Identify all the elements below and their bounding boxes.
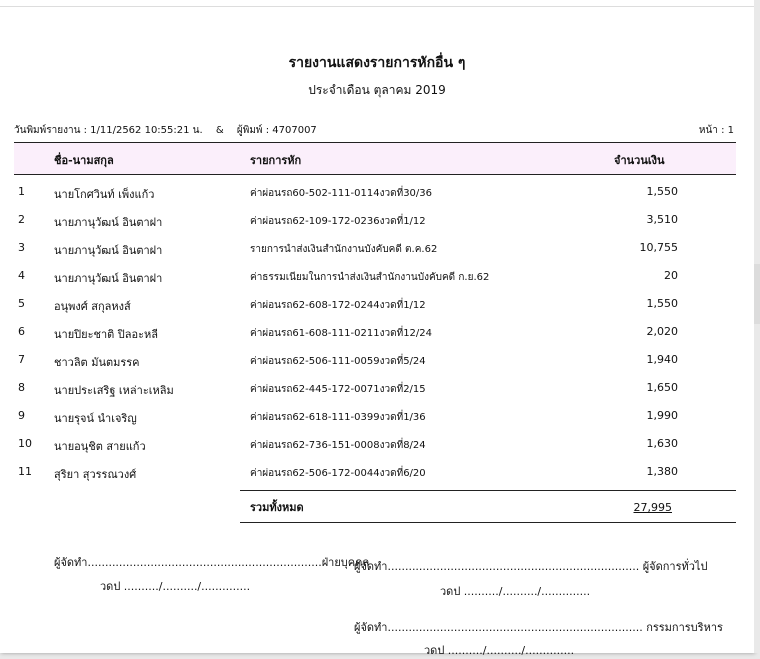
row-no: 2	[18, 213, 25, 226]
row-amount: 2,020	[646, 325, 678, 338]
signature-exec-date: วดป ........../........../..............	[424, 644, 575, 657]
row-no: 6	[18, 325, 25, 338]
row-item: ค่าผ่อนรถ62-109-172-0236งวดที่1/12	[250, 216, 426, 227]
row-name: อนุพงศ์ สกุลหงส์	[54, 300, 131, 313]
row-name: นายประเสริฐ เหล่าะเหลิม	[54, 384, 174, 397]
signature-hr-date: วดป ........../........../..............	[100, 580, 251, 593]
printer-id: ผู้พิมพ์ : 4707007	[236, 125, 317, 136]
table-row	[14, 234, 736, 262]
page-number: หน้า : 1	[698, 125, 734, 136]
signature-gm-date: วดป ........../........../..............	[440, 585, 591, 598]
total-bottom-rule	[240, 522, 736, 523]
row-name: นายภานุวัฒน์ อินตาฝา	[54, 244, 163, 257]
row-no: 3	[18, 241, 25, 254]
table-row	[14, 178, 736, 206]
row-name: สุริยา สุวรรณวงศ์	[54, 468, 137, 481]
row-amount: 1,380	[646, 465, 678, 478]
table-row	[14, 346, 736, 374]
signature-hr: ผู้จัดทำ...................................................................ฝ่ายบุคคล	[54, 556, 370, 569]
row-item: ค่าผ่อนรถ62-618-111-0399งวดที่1/36	[250, 412, 426, 423]
row-amount: 1,630	[646, 437, 678, 450]
row-item: ค่าธรรมเนียมในการนำส่งเงินสำนักงานบังคับคดี ก.ย.62	[250, 272, 490, 283]
row-name: นายรุจน์ นำเจริญ	[54, 412, 137, 425]
signature-gm: ผู้จัดทำ........................................................................ ผู้จัดการทั่วไป	[354, 560, 708, 573]
signature-exec: ผู้จัดทำ......................................................................... กรรมการบริหาร	[354, 621, 723, 634]
ampersand: &	[215, 125, 224, 136]
row-amount: 20	[664, 269, 678, 282]
row-item: ค่าผ่อนรถ62-445-172-0071งวดที่2/15	[250, 384, 426, 395]
row-no: 5	[18, 297, 25, 310]
table-row	[14, 318, 736, 346]
row-item: ค่าผ่อนรถ62-506-172-0044งวดที่6/20	[250, 468, 426, 479]
row-amount: 1,990	[646, 409, 678, 422]
row-amount: 1,550	[646, 185, 678, 198]
row-no: 9	[18, 409, 25, 422]
row-name: นายภานุวัฒน์ อินตาฝา	[54, 216, 163, 229]
row-name: ชาวลิต มันตมรรค	[54, 356, 140, 369]
report-subtitle: ประจำเดือน ตุลาคม 2019	[308, 83, 446, 97]
row-name: นายภานุวัฒน์ อินตาฝา	[54, 272, 163, 285]
row-amount: 3,510	[646, 213, 678, 226]
total-top-rule	[240, 490, 736, 491]
table-row	[14, 262, 736, 290]
viewer-background	[754, 0, 760, 653]
row-amount: 1,650	[646, 381, 678, 394]
row-name: นายโกศวินท์ เพ็งแก้ว	[54, 188, 155, 201]
row-no: 10	[18, 437, 32, 450]
total-label: รวมทั้งหมด	[250, 501, 304, 514]
row-item: ค่าผ่อนรถ62-736-151-0008งวดที่8/24	[250, 440, 426, 451]
table-row	[14, 206, 736, 234]
page-top-border	[0, 0, 754, 7]
table-row	[14, 402, 736, 430]
report-title: รายงานแสดงรายการหักอื่น ๆ	[288, 55, 466, 71]
total-value: 27,995	[633, 501, 672, 514]
row-no: 1	[18, 185, 25, 198]
header-name: ชื่อ-นามสกุล	[54, 154, 114, 167]
table-row	[14, 458, 736, 486]
table-header	[14, 142, 736, 175]
row-amount: 1,550	[646, 297, 678, 310]
row-item: ค่าผ่อนรถ62-506-111-0059งวดที่5/24	[250, 356, 426, 367]
row-name: นายอนุชิต สายแก้ว	[54, 440, 146, 453]
table-row	[14, 290, 736, 318]
row-no: 8	[18, 381, 25, 394]
row-item: ค่าผ่อนรถ61-608-111-0211งวดที่12/24	[250, 328, 433, 339]
header-amount: จำนวนเงิน	[614, 154, 665, 167]
row-no: 11	[18, 465, 32, 478]
row-amount: 1,940	[646, 353, 678, 366]
row-name: นายปิยะชาติ ปิลอะหลี	[54, 328, 158, 341]
row-item: ค่าผ่อนรถ62-608-172-0244งวดที่1/12	[250, 300, 426, 311]
table-row	[14, 374, 736, 402]
table-body	[14, 178, 736, 486]
print-info	[14, 123, 317, 138]
row-no: 4	[18, 269, 25, 282]
row-item: ค่าผ่อนรถ60-502-111-0114งวดที่30/36	[250, 188, 433, 199]
table-row	[14, 430, 736, 458]
row-item: รายการนำส่งเงินสำนักงานบังคับคดี ต.ค.62	[250, 244, 438, 255]
printed-date: วันพิมพ์รายงาน : 1/11/2562 10:55:21 น.	[14, 125, 203, 136]
header-item: รายการหัก	[250, 154, 302, 167]
row-no: 7	[18, 353, 25, 366]
row-amount: 10,755	[639, 241, 678, 254]
